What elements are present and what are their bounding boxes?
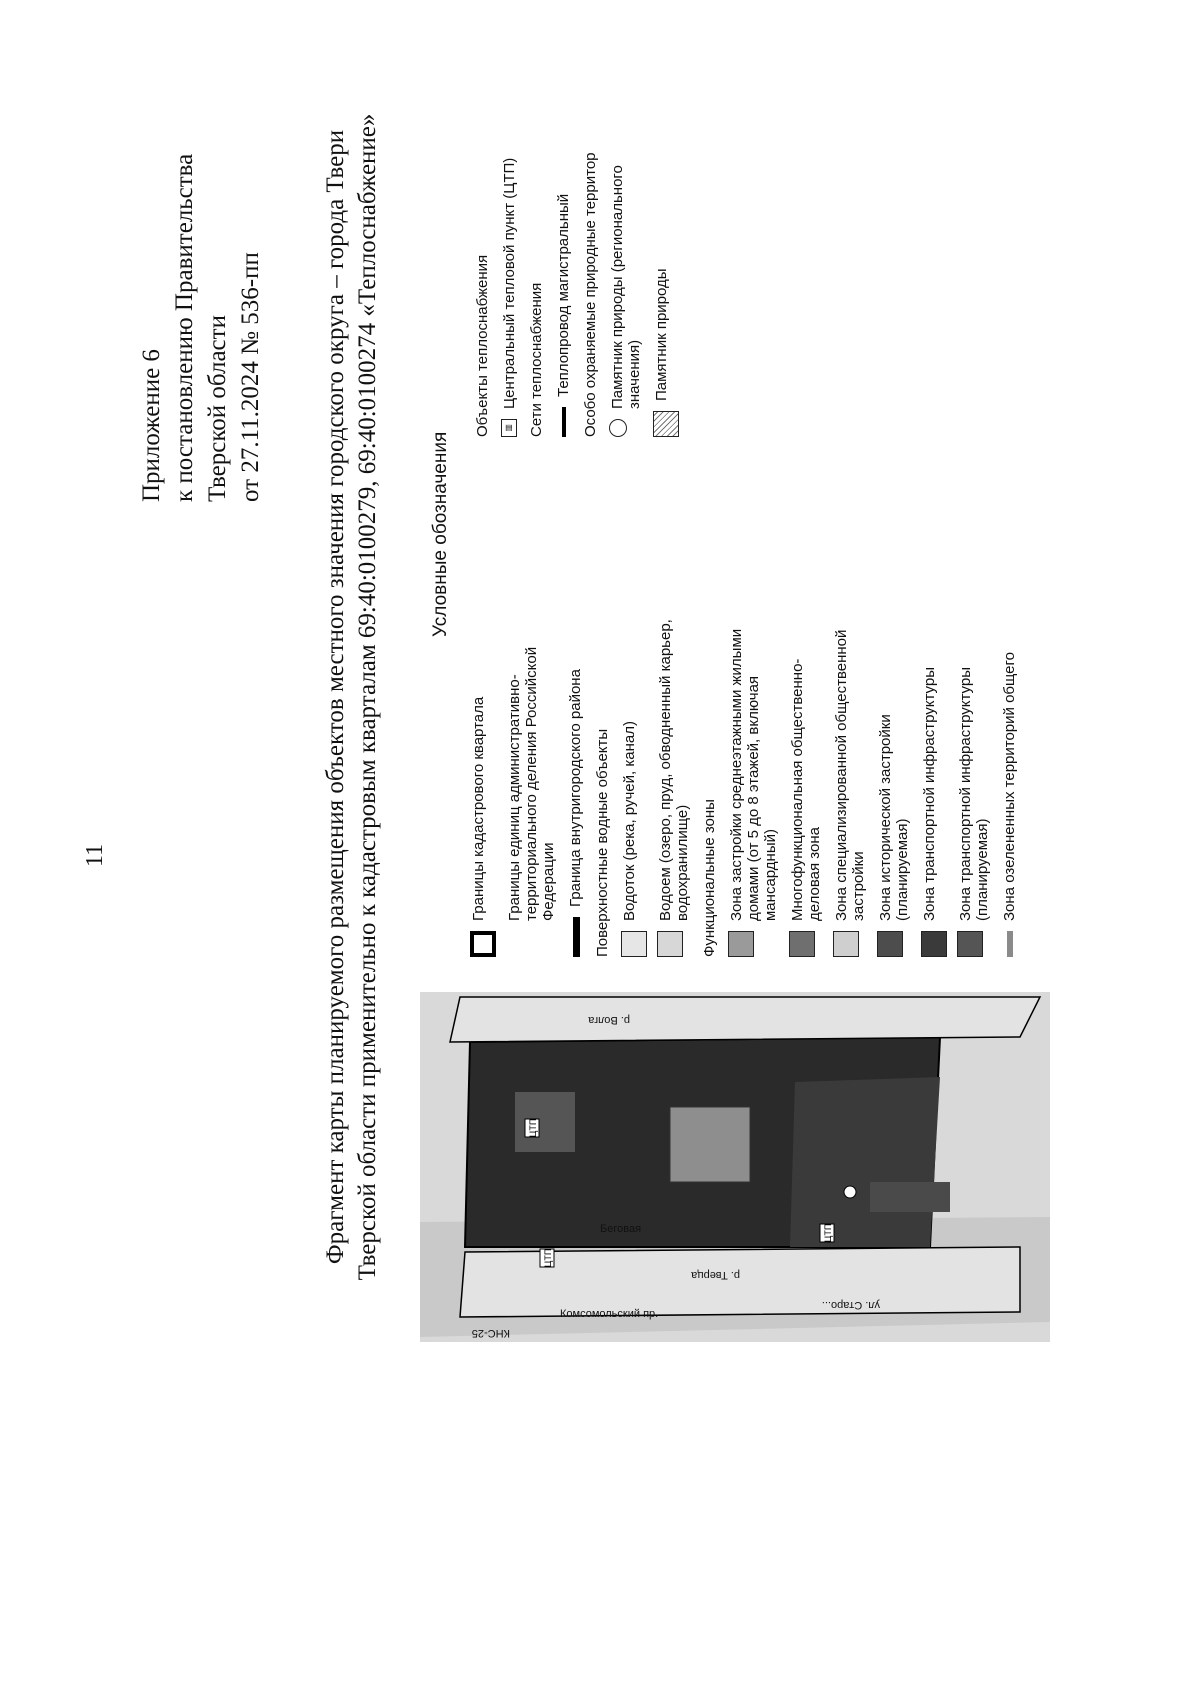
legend-label: Границы единиц административно-территориального деления Российской Федерации <box>506 646 557 921</box>
appendix-header <box>135 154 267 502</box>
legend-label: Теплопровод магистральный <box>555 193 572 397</box>
legend-item <box>567 617 584 957</box>
legend-label: Водоток (река, ручей, канал) <box>621 721 638 921</box>
legend-item <box>621 617 647 957</box>
zone-multifunctional-swatch <box>789 931 815 957</box>
legend-label: Памятник природы (регионального значения) <box>609 165 643 409</box>
legend-label: Зона исторической застройки (планируемая) <box>877 714 911 921</box>
page-number: 11 <box>82 843 108 867</box>
legend <box>430 57 1050 957</box>
legend-item <box>506 617 557 921</box>
zone-dark-south <box>790 1077 940 1247</box>
legend-label: Границы кадастрового квартала <box>470 696 487 921</box>
district-boundary-swatch <box>573 917 580 957</box>
legend-section-title: Функциональные зоны <box>701 799 718 957</box>
legend-right-column <box>470 117 689 437</box>
zone-transport-planned-swatch <box>957 931 983 957</box>
legend-item <box>728 617 779 957</box>
legend-item <box>501 117 518 437</box>
legend-title: Условные обозначения <box>430 431 451 637</box>
monument-regional-swatch <box>609 419 627 437</box>
legend-item <box>957 617 991 957</box>
legend-item <box>877 617 911 957</box>
legend-label: Граница внутригородского района <box>567 669 584 907</box>
river-volga-area <box>450 997 1040 1042</box>
zone-transport-swatch <box>921 931 947 957</box>
appendix-line: Тверской области <box>204 315 231 502</box>
zone-specialized-swatch <box>833 931 859 957</box>
legend-section-title: Поверхностные водные объекты <box>594 728 611 957</box>
legend-section-title: Особо охраняемые природные территор <box>582 152 599 437</box>
ctp-marker <box>540 1249 554 1268</box>
legend-section-title: Сети теплоснабжения <box>528 282 545 437</box>
zone-residential-swatch <box>728 931 754 957</box>
ctp-swatch: ▥ <box>501 419 517 437</box>
cadastral-boundary-swatch <box>470 931 496 957</box>
map-label-river-volga: р. Волга <box>588 1014 630 1026</box>
legend-label: Зона специализированной общественной застройки <box>833 629 867 921</box>
main-pipe-swatch <box>562 407 566 437</box>
map-label-network: КНС-25 <box>471 1327 510 1339</box>
zone-medium-block <box>515 1092 575 1152</box>
legend-left-column <box>470 617 1028 957</box>
document-title <box>320 17 384 1377</box>
legend-label: Водоем (озеро, пруд, обводненный карьер, водохранилище) <box>657 619 691 921</box>
zone-connector <box>870 1182 950 1212</box>
zone-light-block <box>670 1107 750 1182</box>
legend-item <box>470 617 496 957</box>
legend-item <box>1001 617 1018 957</box>
legend-label: Многофункциональная общественно-деловая зона <box>789 658 823 921</box>
legend-item <box>609 117 643 437</box>
appendix-line: к постановлению Правительства <box>171 153 198 502</box>
map-label-street-left: Комсомольский пр. <box>560 1308 659 1320</box>
appendix-line: Приложение 6 <box>138 349 165 502</box>
map-label-street-top: ул. Старо... <box>821 1299 880 1311</box>
legend-item <box>921 617 947 957</box>
ctp-marker-label: ЦТП <box>543 1248 553 1268</box>
legend-item <box>789 617 823 957</box>
map-label-river-tvertsa: р. Тверца <box>691 1269 740 1281</box>
legend-label: Зона транспортной инфраструктуры (планируемая) <box>957 666 991 921</box>
ctp-marker <box>525 1119 539 1138</box>
reservoir-swatch <box>657 931 683 957</box>
legend-item <box>653 117 679 437</box>
legend-item <box>555 117 572 437</box>
map-label-street-mid: Беговая <box>600 1223 642 1235</box>
ctp-marker-label: ЦТП <box>823 1223 833 1243</box>
monument-swatch <box>653 411 679 437</box>
title-line: Фрагмент карты планируемого размещения объектов местного значения городского округа – города Твери <box>322 129 349 1265</box>
legend-label: Памятник природы <box>653 268 670 401</box>
title-line: Тверской области применительно к кадастровым кварталам 69:40:0100279, 69:40:0100274 «Теплоснабжение» <box>354 113 381 1281</box>
legend-label: Зона транспортной инфраструктуры <box>921 666 938 921</box>
map-fragment <box>420 992 1050 1342</box>
zone-historic-swatch <box>877 931 903 957</box>
legend-label: Зона озелененных территорий общего <box>1001 651 1018 921</box>
legend-item <box>833 617 867 957</box>
appendix-line: от 27.11.2024 № 536-пп <box>237 252 264 502</box>
legend-section-title: Объекты теплоснабжения <box>474 254 491 437</box>
legend-label: Зона застройки среднеэтажными жилыми домами (от 5 до 8 этажей, включая мансардный) <box>728 628 779 921</box>
zone-green-swatch <box>1007 931 1013 957</box>
ctp-marker-label: ЦТП <box>528 1118 538 1138</box>
legend-item <box>657 617 691 957</box>
stream-swatch <box>621 931 647 957</box>
nature-monument-marker <box>844 1186 856 1198</box>
legend-label: Центральный тепловой пункт (ЦТП) <box>501 157 518 409</box>
ctp-marker <box>820 1224 834 1243</box>
